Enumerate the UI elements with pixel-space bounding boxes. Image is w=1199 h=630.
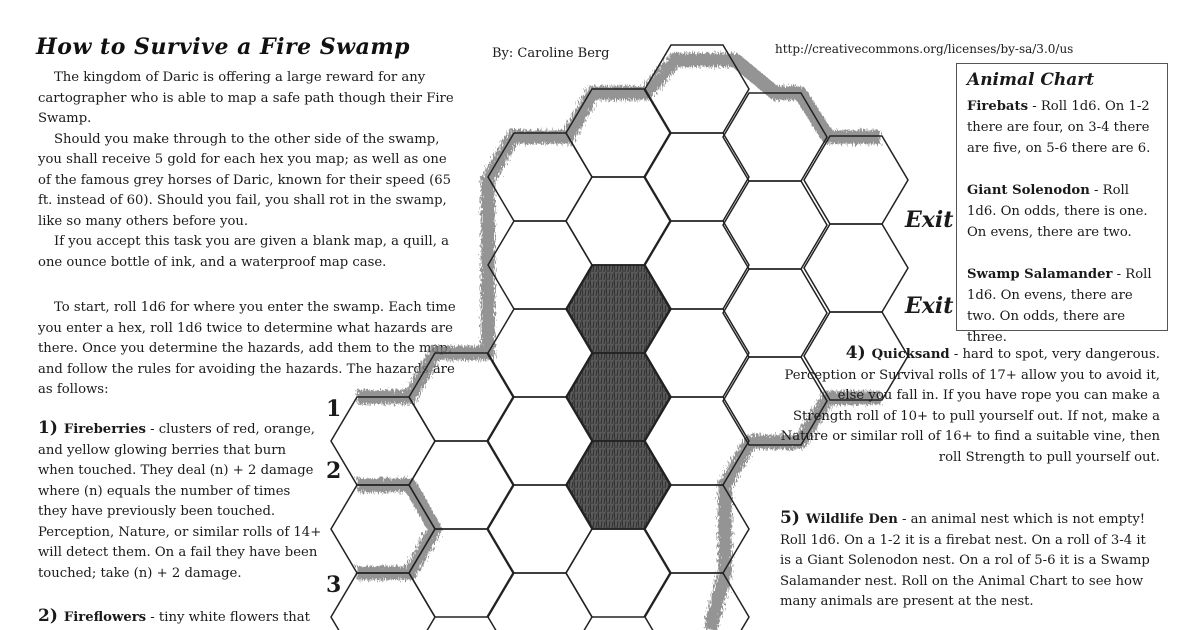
hex-cell xyxy=(566,529,670,617)
hazard-quicksand xyxy=(780,343,1160,468)
animal-chart xyxy=(956,63,1168,345)
entry-label: 3 xyxy=(326,572,342,598)
hazard-number: 1) xyxy=(38,418,58,438)
hazard-text: - tiny white flowers that xyxy=(146,610,310,625)
hazard-text: - clusters of red, orange, and yellow glowing berries that burn when touched. They deal (n) + 2 damage where (n) equals the number of times they have previously been touched. Perception, Nature, or similar rolls of 14+ will detect them. On a fail they have been touched; take (n) + 2 damage. xyxy=(38,422,322,581)
intro-paragraph: If you accept this task you are given a blank map, a quill, a one ounce bottle of ink, and a waterproof map case. xyxy=(38,234,449,270)
hazard-fireflowers xyxy=(38,606,323,629)
hazard-number: 5) xyxy=(780,508,800,528)
hazard-name: Quicksand xyxy=(871,347,950,362)
hazard-fireberries xyxy=(38,418,323,584)
hex-cell xyxy=(488,573,592,630)
exit-label: Exit xyxy=(905,207,954,233)
hex-cell xyxy=(566,177,670,265)
license-link[interactable]: http://creativecommons.org/licenses/by-sa/3.0/us xyxy=(775,42,1074,56)
hazard-number: 4) xyxy=(845,343,866,363)
dense-swamp-hexes xyxy=(567,265,671,529)
animal-chart-title: Animal Chart xyxy=(967,70,1095,90)
hazard-name: Fireflowers xyxy=(63,610,147,625)
animal-name: Swamp Salamander xyxy=(967,267,1113,282)
exit-label: Exit xyxy=(905,293,954,319)
hex-cell xyxy=(645,573,749,630)
animal-name: Giant Solenodon xyxy=(967,183,1090,198)
animal-text: - Roll 1d6. On evens, there are two. On odds, there are three. xyxy=(967,267,1152,345)
animal-text: - Roll 1d6. On 1-2 there are four, on 3-4 there are five, on 5-6 there are 6. xyxy=(967,99,1151,156)
page-title: How to Survive a Fire Swamp xyxy=(36,34,410,60)
rules-paragraph: To start, roll 1d6 for where you enter the swamp. Each time you enter a hex, roll 1d6 twice to determine what hazards are there. Once you determine the hazards, add them to the map, and follow the rules for avoiding the hazards. The hazards are as follows: xyxy=(38,300,456,397)
hazard-name: Fireberries xyxy=(63,422,146,437)
author-credit: By: Caroline Berg xyxy=(492,46,610,61)
hazard-wildlife-den xyxy=(780,508,1160,613)
hex-cell xyxy=(331,573,435,630)
animal-entry-giant-solenodon xyxy=(967,180,1157,243)
entry-label: 1 xyxy=(326,396,342,422)
hazard-text: - an animal nest which is not empty! Roll 1d6. On a 1-2 it is a firebat nest. On a roll of 3-4 it is a Giant Solenodon nest. On a rol of 5-6 it is a Swamp Salamander nest. Roll on the Animal Chart to see how many animals are present at the nest. xyxy=(780,512,1150,609)
hazard-name: Wildlife Den xyxy=(805,512,898,527)
hazard-text: - hard to spot, very dangerous. Perception or Survival rolls of 17+ allow you to avoid it, else you fall in. If you have rope you can make a Strength roll of 10+ to pull yourself out. If not, make a Nature or similar roll of 16+ to find a suitable vine, then roll Strength to pull yourself out. xyxy=(780,347,1160,465)
animal-entry-firebats xyxy=(967,96,1157,159)
hex-cell xyxy=(331,397,435,485)
animal-entry-swamp-salamander xyxy=(967,264,1157,348)
hazard-number: 2) xyxy=(38,606,58,626)
animal-name: Firebats xyxy=(967,99,1028,114)
intro-paragraph: Should you make through to the other side of the swamp, you shall receive 5 gold for each hex you map; as well as one of the famous grey horses of Daric, known for their speed (65 ft. instead of 60). Should you fail, you shall rot in the swamp, like so many others before you. xyxy=(38,131,452,229)
animal-text: - Roll 1d6. On odds, there is one. On evens, there are two. xyxy=(967,183,1148,240)
entry-label: 2 xyxy=(326,458,342,484)
intro-paragraph: The kingdom of Daric is offering a large reward for any cartographer who is able to map a safe path though their Fire Swamp. xyxy=(38,70,454,126)
